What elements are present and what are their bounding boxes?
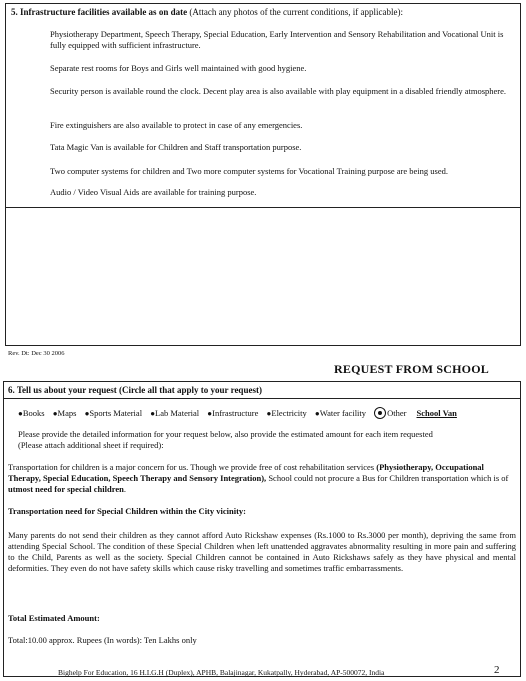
option-water-facility[interactable]: ●Water facility [314,408,367,418]
infra-item: Security person is available round the clock. Decent play area is also available with play equipment in a disabled friendly atmosphere. [50,86,507,96]
infra-item: Separate rest rooms for Boys and Girls well maintained with good hygiene. [50,63,307,73]
divider [6,207,520,208]
infra-item: Audio / Video Visual Aids are available for training purpose. [50,187,257,197]
option-infrastructure[interactable]: ●Infrastructure [207,408,259,418]
divider [4,398,520,399]
revision-date: Rev. Dt: Dec 30 2006 [8,350,65,357]
footer-address: Bighelp For Education, 16 H.I.G.H (Duplex), APHB, Balajinagar, Kukatpally, Hyderabad, AP-500072, India [58,668,385,677]
transport-paragraph: Transportation for children is a major concern for us. Though we provide free of cost rehabilitation services (Physiotherapy, Occupational Therapy, Special Education, Speech Therapy and Sensory Integration), School could not procure a Bus for Children transportation which is of utmost need for special children. [8,462,509,494]
infrastructure-section [5,3,521,346]
total-amount: Total:10.00 approx. Rupees (In words): Ten Lakhs only [8,635,197,645]
option-lab-material[interactable]: ●Lab Material [150,408,200,418]
request-title: REQUEST FROM SCHOOL [334,362,489,376]
infra-item: Tata Magic Van is available for Children and Staff transportation purpose. [50,142,302,152]
infra-item: Physiotherapy Department, Speech Therapy, Special Education, Early Intervention and Sensory Rehabilitation and Vocational Unit is fully equipped with sufficient infrastructure. [50,29,504,50]
option-other[interactable]: Other [374,408,406,418]
section6-title: 6. Tell us about your request (Circle all that apply to your request) [8,385,262,395]
request-options [18,408,457,420]
circle-mark-icon [374,407,386,419]
other-value: School Van [416,408,457,418]
instructions: Please provide the detailed information for your request below, also provide the estimated amount for each item requested (Please attach additional sheet if required): [18,429,433,450]
section5-title: 5. Infrastructure facilities available as on date (Attach any photos of the current conditions, if applicable): [11,7,404,17]
option-maps[interactable]: ●Maps [52,408,77,418]
page-number: 2 [494,664,500,676]
infra-item: Fire extinguishers are also available to protect in case of any emergencies. [50,120,303,130]
city-need-paragraph: Many parents do not send their children as they cannot afford Auto Rickshaw expenses (Rs.1000 to Rs.3000 per month), depriving the same from attending Special School. The condition of these Special Children when left unattended aggravates abnormality resulting in more pain and suffering to the Child, Parents as well as the society. Special Children cannot be contained in Auto Rickshaws safely as they have physical and mental deformities. They even do not have safety skills which cause risky travelling and sometimes traffic embarrassments. [8,530,516,573]
option-books[interactable]: ●Books [18,408,45,418]
request-section [3,381,521,677]
option-sports-material[interactable]: ●Sports Material [84,408,143,418]
infra-item: Two computer systems for children and Two more computer systems for Vocational Training purpose are being used. [50,166,449,176]
city-need-heading: Transportation need for Special Children within the City vicinity: [8,506,247,516]
option-electricity[interactable]: ●Electricity [266,408,307,418]
total-heading: Total Estimated Amount: [8,613,100,623]
